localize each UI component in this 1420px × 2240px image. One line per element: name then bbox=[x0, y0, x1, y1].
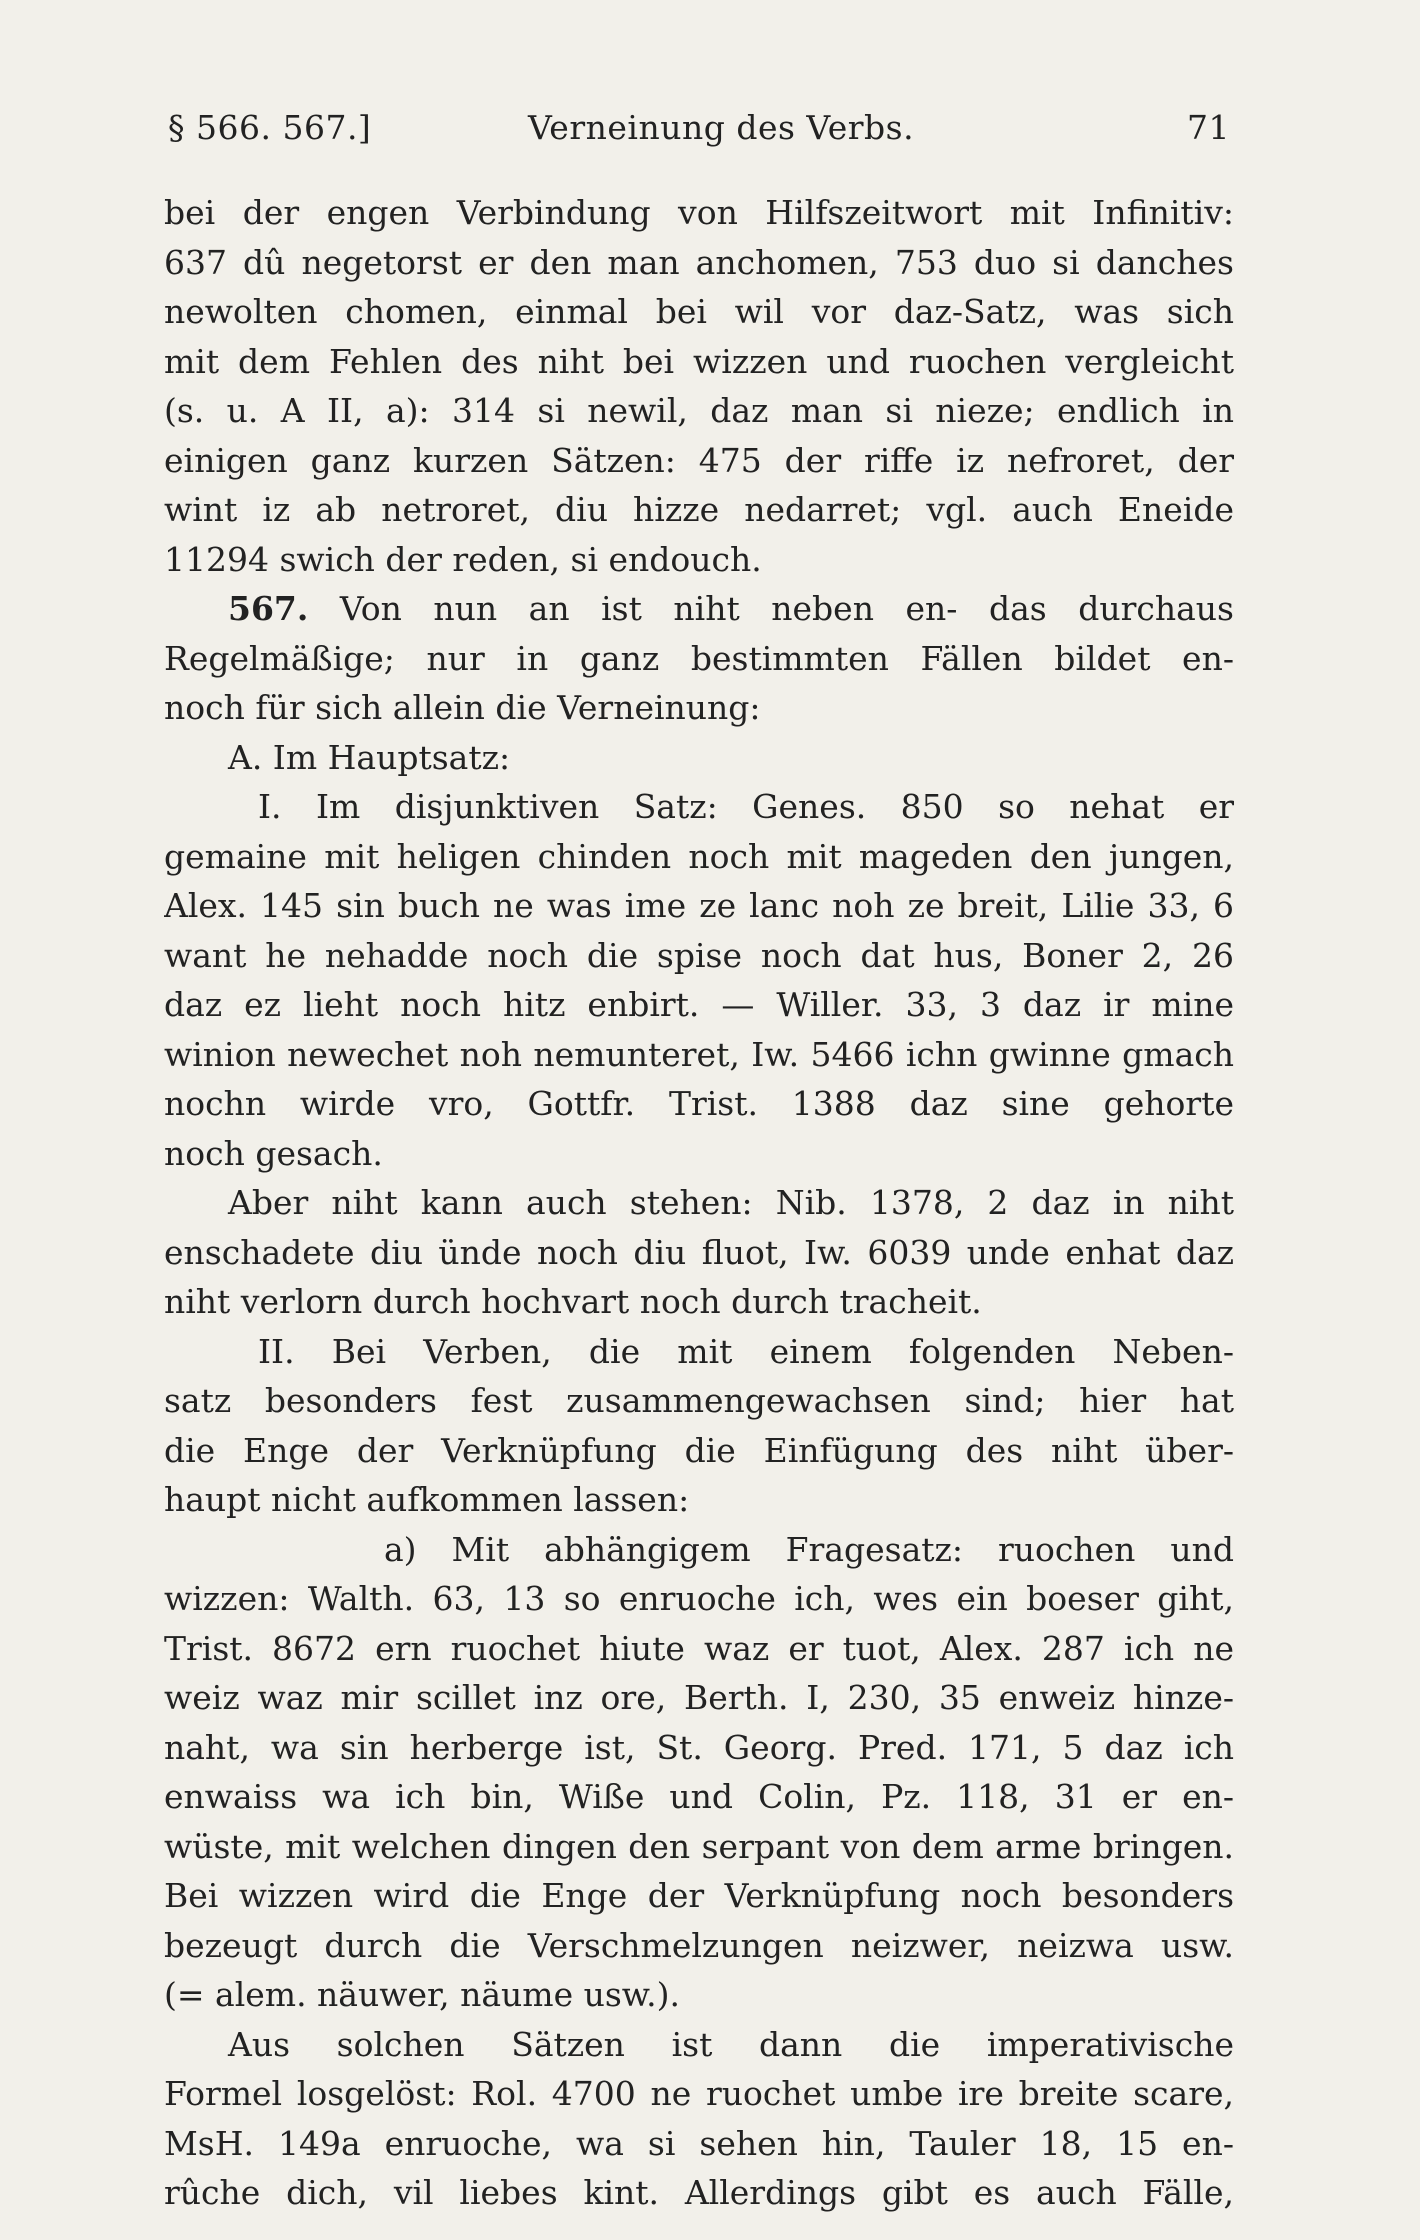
text-line: niht verlorn durch hochvart noch durch tracheit. bbox=[164, 1282, 982, 1321]
text-line: Bei wizzen wird die Enge der Verknüpfung noch besonders bbox=[164, 1876, 1234, 1915]
text-line: 11294 swich der reden, si endouch. bbox=[164, 539, 762, 579]
text-line: Alex. 145 sin buch ne was ime ze lanc noh ze breit, Lilie 33, 6 bbox=[164, 886, 1234, 925]
text-line: rûche dich, vil liebes kint. Allerdings gibt es auch Fälle, bbox=[164, 2173, 1234, 2212]
text-line: Trist. 8672 ern ruochet hiute waz er tuot, Alex. 287 ich ne bbox=[164, 1628, 1234, 1668]
text-line: naht, wa sin herberge ist, St. Georg. Pred. 171, 5 daz ich bbox=[164, 1727, 1234, 1767]
text-line: A. Im Hauptsatz: bbox=[228, 737, 511, 777]
text-line: weiz waz mir scillet inz ore, Berth. I, 230, 35 enweiz hinze- bbox=[164, 1678, 1234, 1717]
running-title: Verneinung des Verbs. bbox=[528, 108, 915, 147]
text-line: noch für sich allein die Verneinung: bbox=[164, 688, 761, 727]
text-line: enwaiss wa ich bin, Wiße und Colin, Pz. 118, 31 er en- bbox=[164, 1777, 1234, 1816]
page-number: 71 bbox=[1187, 108, 1230, 147]
text-line: Aus solchen Sätzen ist dann die imperativische bbox=[228, 2024, 1234, 2064]
text-line: daz ez lieht noch hitz enbirt. — Willer. 33, 3 daz ir mine bbox=[164, 985, 1234, 1024]
text-line: wizzen: Walth. 63, 13 so enruoche ich, wes ein boeser giht, bbox=[164, 1579, 1234, 1618]
text-line: die Enge der Verknüpfung die Einfügung des niht über- bbox=[164, 1430, 1234, 1470]
text-line: bei der engen Verbindung von Hilfszeitwort mit Infinitiv: bbox=[164, 193, 1234, 232]
text-line: 637 dû negetorst er den man anchomen, 753 duo si danches bbox=[164, 242, 1234, 282]
text-line: MsH. 149a enruoche, wa si sehen hin, Tauler 18, 15 en- bbox=[164, 2123, 1234, 2163]
text-line: satz besonders fest zusammengewachsen sind; hier hat bbox=[164, 1381, 1234, 1420]
text-line: Formel losgelöst: Rol. 4700 ne ruochet umbe ire breite scare, bbox=[164, 2074, 1234, 2113]
text-line: newolten chomen, einmal bei wil vor daz-Satz, was sich bbox=[164, 292, 1234, 331]
section-reference: § 566. 567.] bbox=[168, 108, 372, 147]
text-line: Regelmäßige; nur in ganz bestimmten Fällen bildet en- bbox=[164, 638, 1234, 678]
text-line: nochn wirde vro, Gottfr. Trist. 1388 daz sine gehorte bbox=[164, 1084, 1234, 1123]
running-header bbox=[168, 108, 1230, 148]
text-line: II. Bei Verben, die mit einem folgenden Neben- bbox=[258, 1331, 1234, 1371]
text-line: wint iz ab netroret, diu hizze nedarret; vgl. auch Eneide bbox=[164, 490, 1234, 529]
text-line: 567. Von nun an ist niht neben en- das durchaus bbox=[228, 589, 1234, 628]
text-line: mit dem Fehlen des niht bei wizzen und ruochen vergleicht bbox=[164, 341, 1234, 381]
body-text bbox=[164, 188, 1234, 2218]
text-line: a) Mit abhängigem Fragesatz: ruochen und bbox=[384, 1529, 1234, 1569]
text-line: (= alem. näuwer, näume usw.). bbox=[164, 1975, 680, 2014]
text-line: haupt nicht aufkommen lassen: bbox=[164, 1480, 690, 1519]
text-line: (s. u. A II, a): 314 si newil, daz man si nieze; endlich in bbox=[164, 391, 1234, 430]
text-line: want he nehadde noch die spise noch dat hus, Boner 2, 26 bbox=[164, 935, 1234, 975]
text-line: wüste, mit welchen dingen den serpant von dem arme bringen. bbox=[164, 1826, 1234, 1866]
text-line: gemaine mit heligen chinden noch mit mageden den jungen, bbox=[164, 836, 1234, 876]
text-line: bezeugt durch die Verschmelzungen neizwer, neizwa usw. bbox=[164, 1925, 1234, 1965]
text-line: Aber niht kann auch stehen: Nib. 1378, 2 daz in niht bbox=[228, 1183, 1234, 1222]
text-line: einigen ganz kurzen Sätzen: 475 der riffe iz nefroret, der bbox=[164, 440, 1234, 480]
text-line: noch gesach. bbox=[164, 1133, 383, 1173]
text-line: I. Im disjunktiven Satz: Genes. 850 so nehat er bbox=[258, 787, 1234, 826]
section-number: 567. bbox=[228, 589, 309, 628]
text-line: winion newechet noh nemunteret, Iw. 5466 ichn gwinne gmach bbox=[164, 1034, 1234, 1074]
text-line: enschadete diu ünde noch diu fluot, Iw. 6039 unde enhat daz bbox=[164, 1232, 1234, 1272]
